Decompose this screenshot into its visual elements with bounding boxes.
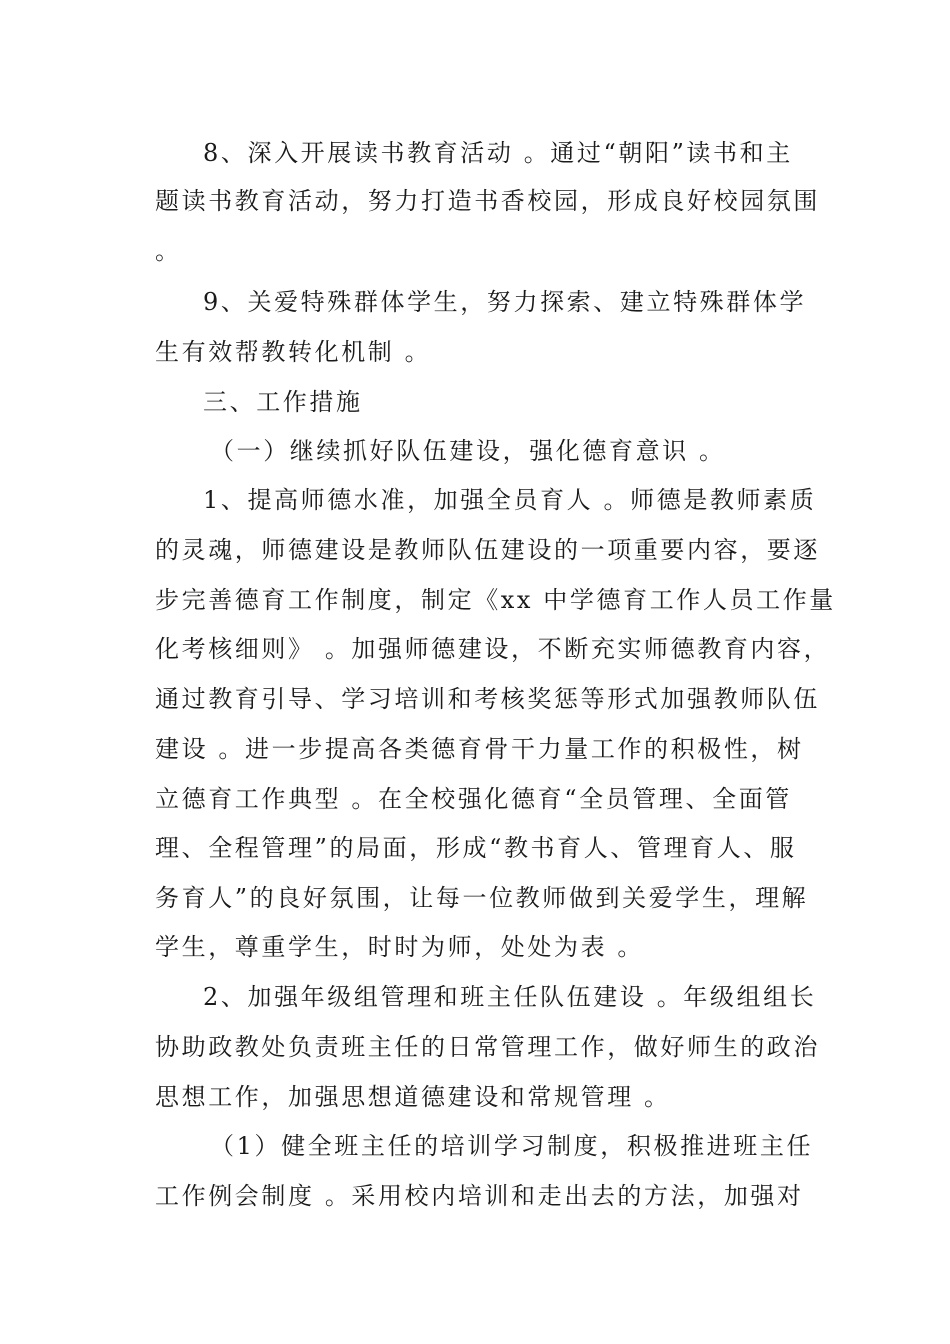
paragraph-8-line-2: 题读书教育活动，努力打造书香校园，形成良好校园氛围 <box>155 187 820 215</box>
paragraph-8-line-3: 。 <box>155 237 182 265</box>
item-1-line-5: 通过教育引导、学习培训和考核奖惩等形式加强教师队伍 <box>155 685 820 713</box>
item-1-line-4: 化考核细则》 。加强师德建设，不断充实师德教育内容， <box>155 635 831 663</box>
item-1-line-7: 立德育工作典型 。在全校强化德育“全员管理、全面管 <box>155 785 792 813</box>
paragraph-9-line-2: 生有效帮教转化机制 。 <box>155 338 432 366</box>
item-2-line-1: 2、加强年级组管理和班主任队伍建设 。年级组组长 <box>203 983 817 1011</box>
item-1-line-2: 的灵魂，师德建设是教师队伍建设的一项重要内容，要逐 <box>155 536 820 564</box>
item-1-line-8: 理、全程管理”的局面，形成“教书育人、管理育人、服 <box>155 834 797 862</box>
subitem-1-line-1: （1）健全班主任的培训学习制度，积极推进班主任 <box>210 1132 814 1160</box>
item-1-line-3: 步完善德育工作制度，制定《xx 中学德育工作人员工作量 <box>155 586 836 614</box>
paragraph-8-line-1: 8、深入开展读书教育活动 。通过“朝阳”读书和主 <box>203 139 793 167</box>
item-2-line-3: 思想工作，加强思想道德建设和常规管理 。 <box>155 1083 671 1111</box>
subitem-1-line-2: 工作例会制度 。采用校内培训和走出去的方法，加强对 <box>155 1182 804 1210</box>
paragraph-9-line-1: 9、关爱特殊群体学生，努力探索、建立特殊群体学 <box>203 288 807 316</box>
subsection-heading-1: （一）继续抓好队伍建设，强化德育意识 。 <box>210 437 726 465</box>
item-1-line-10: 学生，尊重学生，时时为师，处处为表 。 <box>155 933 645 961</box>
item-2-line-2: 协助政教处负责班主任的日常管理工作，做好师生的政治 <box>155 1033 820 1061</box>
section-heading-3: 三、工作措施 <box>203 388 363 416</box>
item-1-line-1: 1、提高师德水准，加强全员育人 。师德是教师素质 <box>203 486 817 514</box>
item-1-line-9: 务育人”的良好氛围，让每一位教师做到关爱学生，理解 <box>155 884 809 912</box>
item-1-line-6: 建设 。进一步提高各类德育骨干力量工作的积极性，树 <box>155 735 804 763</box>
